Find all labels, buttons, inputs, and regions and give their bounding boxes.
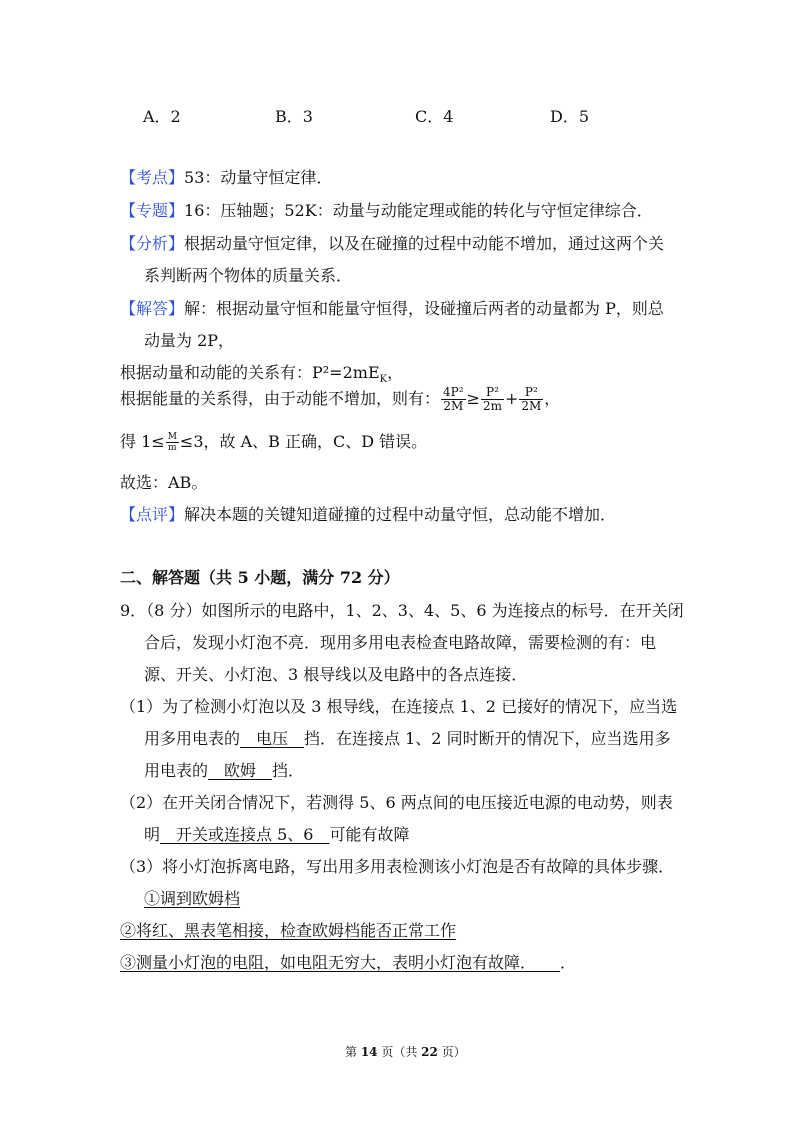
q9-p3-step1: ①调到欧姆档 bbox=[144, 889, 241, 908]
energy-frac-1: $\frac{\text{4P²}}{2M}$ bbox=[443, 385, 464, 413]
section-title: 二、解答题（共 5 小题，满分 72 分） bbox=[120, 568, 400, 587]
q9-p2-line2: 明 开关或连接点 5、6 可能有故障 bbox=[144, 825, 410, 844]
option-c: C．4 bbox=[415, 107, 454, 126]
relation-line bbox=[120, 360, 403, 385]
relation-text: 根据动量和动能的关系有：P²=2mE bbox=[120, 363, 380, 382]
q9-line3: 源、开关、小灯泡、3 根导线以及电路中的各点连接． bbox=[144, 665, 528, 684]
option-b: B．3 bbox=[275, 107, 313, 126]
energy-frac-3: $\frac{\text{P²}}{2M}$ bbox=[521, 385, 542, 413]
zhuanti-text: 16：压轴题；52K：动量与动能定理或能的转化与守恒定律综合． bbox=[184, 201, 653, 220]
q9-p1-line1: （1）为了检测小灯泡以及 3 根导线，在连接点 1、2 已接好的情况下，应当选 bbox=[120, 697, 678, 716]
energy-plus: + bbox=[504, 389, 519, 408]
zhuanti-tag: 【专题】 bbox=[120, 201, 185, 220]
jieda-line1 bbox=[120, 296, 664, 319]
relation-sub: K bbox=[379, 374, 388, 386]
page-footer: 第 14 页（共 22 页） bbox=[345, 1045, 466, 1059]
dianping-line bbox=[120, 502, 616, 525]
zhuanti-line bbox=[120, 198, 653, 221]
q9-p1-line3: 用电表的 欧姆 挡． bbox=[144, 761, 305, 780]
q9-p1-line2: 用多用电表的 电压 挡．在连接点 1、2 同时断开的情况下，应当选用多 bbox=[144, 729, 671, 748]
result-prefix: 得 1≤ bbox=[120, 432, 165, 451]
dianping-tag: 【点评】 bbox=[120, 505, 185, 524]
q9-line1: 9．（8 分）如图所示的电路中，1、2、3、4、5、6 为连接点的标号．在开关闭 bbox=[120, 601, 684, 620]
q9-p3-line1: （3）将小灯泡拆离电路，写出用多用表检测该小灯泡是否有故障的具体步骤． bbox=[120, 857, 675, 876]
energy-frac-2: $\frac{\text{P²}}{2m}$ bbox=[482, 385, 502, 413]
q9-line2: 合后，发现小灯泡不亮．现用多用电表检查电路故障，需要检测的有：电 bbox=[144, 633, 657, 652]
energy-line bbox=[120, 386, 560, 413]
answer-ohm: 欧姆 bbox=[208, 761, 273, 780]
jieda-text1: 解：根据动量守恒和能量守恒得，设碰撞后两者的动量都为 P，则总 bbox=[184, 299, 664, 318]
fenxi-text2: 系判断两个物体的质量关系． bbox=[144, 266, 353, 285]
q9-p3-step3: ③测量小灯泡的电阻，如电阻无穷大，表明小灯泡有故障． ． bbox=[120, 953, 577, 972]
kaodian-line bbox=[120, 165, 332, 188]
option-a: A．2 bbox=[143, 107, 181, 126]
energy-prefix: 根据能量的关系得，由于动能不增加，则有： bbox=[120, 389, 441, 408]
q9-p2-line1: （2）在开关闭合情况下，若测得 5、6 两点间的电压接近电源的电动势，则表 bbox=[120, 793, 673, 812]
energy-ge: ≥ bbox=[466, 389, 480, 408]
dianping-text: 解决本题的关键知道碰撞的过程中动量守恒，总动能不增加． bbox=[184, 505, 617, 524]
result-line bbox=[120, 429, 427, 453]
q9-p3-step2: ②将红、黑表笔相接，检查欧姆档能否正常工作 bbox=[120, 921, 457, 940]
page-number: 14 bbox=[360, 1045, 378, 1059]
jieda-tag: 【解答】 bbox=[120, 299, 185, 318]
fenxi-line1 bbox=[120, 231, 664, 254]
kaodian-tag: 【考点】 bbox=[120, 168, 185, 187]
page-total: 22 bbox=[421, 1045, 438, 1059]
fenxi-text1: 根据动量守恒定律，以及在碰撞的过程中动能不增加，通过这两个关 bbox=[184, 234, 665, 253]
answer-switch: 开关或连接点 5、6 bbox=[160, 825, 330, 844]
answer-voltage: 电压 bbox=[240, 729, 305, 748]
option-d: D．5 bbox=[550, 107, 590, 126]
result-frac: $\frac{M}{m}$ bbox=[167, 432, 177, 453]
kaodian-text: 53：动量守恒定律． bbox=[184, 168, 333, 187]
energy-end: ， bbox=[544, 389, 561, 408]
relation-end: ， bbox=[387, 363, 404, 382]
jieda-text2: 动量为 2P， bbox=[144, 331, 235, 350]
choose-line: 故选：AB。 bbox=[120, 473, 208, 492]
result-tail: ≤3，故 A、B 正确，C、D 错误。 bbox=[179, 432, 428, 451]
fenxi-tag: 【分析】 bbox=[120, 234, 185, 253]
